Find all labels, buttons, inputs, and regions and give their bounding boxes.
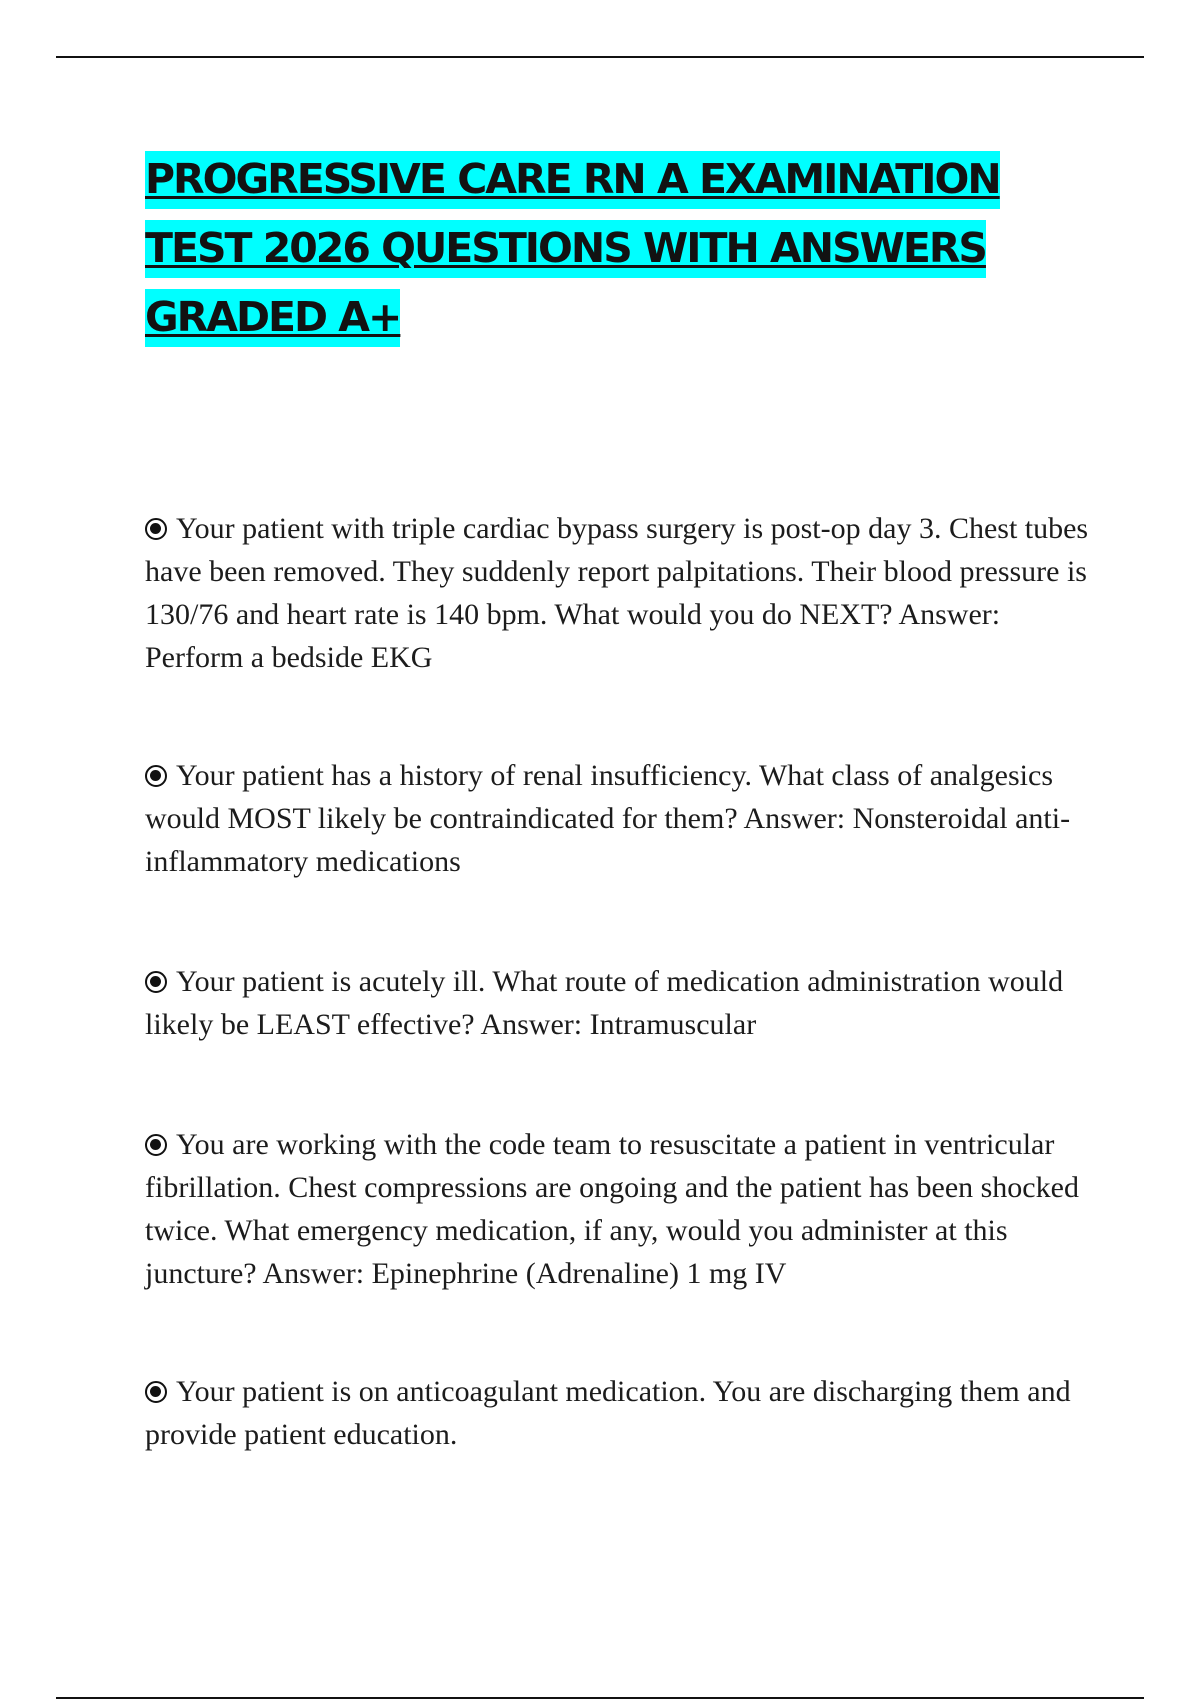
question-text: Your patient has a history of renal insufficiency. What class of analgesics would MOST likely be contraindicated for them? Answer: Nonsteroidal anti-inflammatory medications — [145, 759, 1071, 878]
question-text: Your patient is on anticoagulant medication. You are discharging them and provide patient education. — [145, 1375, 1071, 1451]
question-text: You are working with the code team to resuscitate a patient in ventricular fibrillation. Chest compressions are ongoing and the patient has been shocked twice. What emergency medication, if any, would you administer at this juncture? Answer: Epinephrine (Adrenaline) 1 mg IV — [145, 1128, 1079, 1290]
question-text: Your patient with triple cardiac bypass surgery is post-op day 3. Chest tubes have been removed. They suddenly report palpitations. Their blood pressure is 130/76 and heart rate is 140 bpm. What would you do NEXT? Answer: Perform a bedside EKG — [145, 512, 1089, 674]
question-item — [145, 1370, 1095, 1456]
question-item — [145, 507, 1095, 679]
radio-bullet-icon — [145, 971, 167, 993]
question-item — [145, 1123, 1095, 1295]
radio-bullet-icon — [145, 1134, 167, 1156]
radio-bullet-icon — [145, 765, 167, 787]
document-title — [145, 145, 1085, 352]
question-item — [145, 960, 1095, 1046]
question-item — [145, 754, 1095, 883]
footer-rule — [56, 1697, 1144, 1699]
header-rule — [56, 56, 1144, 58]
title-highlight: PROGRESSIVE CARE RN A EXAMINATION TEST 2026 QUESTIONS WITH ANSWERS GRADED A+ — [145, 151, 1000, 347]
radio-bullet-icon — [145, 1381, 167, 1403]
radio-bullet-icon — [145, 518, 167, 540]
question-text: Your patient is acutely ill. What route of medication administration would likely be LEAST effective? Answer: Intramuscular — [145, 965, 1064, 1041]
